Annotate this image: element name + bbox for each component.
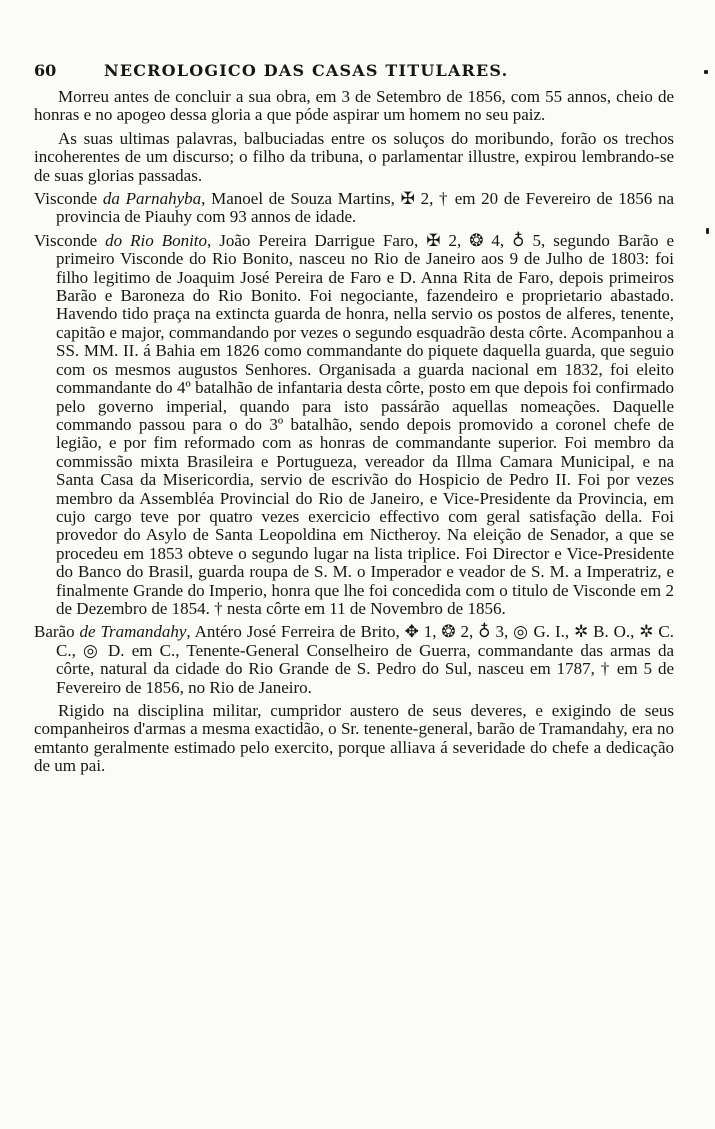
entry-visconde-parnahyba [34, 190, 674, 227]
paragraph-death-note: Morreu antes de concluir a sua obra, em 3 de Setembro de 1856, com 55 annos, cheio de honras e no apogeo dessa gloria a que póde aspirar um homem no seu paiz. [34, 87, 674, 125]
page-text [34, 88, 674, 776]
entry-text: , João Pereira Darrigue Faro, ✠ 2, ❂ 4, ♁ 5, segundo Barão e primeiro Visconde do Rio Bonito, nasceu no Rio de Janeiro aos 9 de Julho de 1803: foi filho legitimo de Joaquim José Pereira de Faro e D. Anna Rita de Faro, depois primeiros Barão e Baroneza do Rio Bonito. Foi negociante, fazendeiro e proprietario abastado. Havendo tido praça na extincta guarda de honra, nella servio os postos de alferes, tenente, capitão e major, commandando por vezes o segundo esquadrão desta côrte. Acompanhou a SS. MM. II. á Bahia em 1826 como commandante do piquete daquella guarda, que seguio com os mesmos augustos Senhores. Organisada a guarda nacional em 1832, foi eleito commandante do 4º batalhão de infantaria desta côrte, posto em que depois foi confirmado pelo governo imperial, quando para isto passárão aquellas nomeações. Daquelle commando passou para o do 3º batalhão, sendo depois promovido a coronel chefe de legião, e por fim reformado com as honras de commandante superior. Foi membro da commissão mixta Brasileira e Portugueza, vereador da Illma Camara Municipal, e na Santa Casa da Misericordia, servio de escrivão do Hospicio de Pedro II. Foi por vezes membro da Assembléa Provincial do Rio de Janeiro, e Vice-Presidente da Provincia, em cujo cargo teve por quatro vezes exercicio effectivo com geral satisfação della. Foi provedor do Asylo de Santa Leopoldina em Nictheroy. Na eleição de Senador, a que se procedeu em 1853 obteve o segundo lugar na lista triplice. Foi Director e Vice-Presidente do Banco do Brasil, guarda roupa de S. M. o Imperador e veador de S. M. a Imperatriz, e finalmente Grande do Imperio, honra que lhe foi concedida com o titulo de Visconde em 2 de Dezembro de 1854. † nesta côrte em 11 de Novembro de 1856. [56, 230, 674, 618]
entry-title: Barão [34, 622, 75, 642]
entry-text: , Antéro José Ferreira de Brito, ✥ 1, ❂ 2, ♁ 3, ◎ G. I., ✲ B. O., ✲ C. C., ◎ D. em C., Tenente-General Conselheiro de Guerra, commandante das armas da côrte, natural da cidade do Rio Grande de S. Pedro do Sul, nasceu em 1787, † em 5 de Fevereiro de 1856, no Rio de Janeiro. [56, 622, 675, 697]
entry-barao-tramandahy [34, 623, 674, 697]
paragraph-tramandahy-character: Rigido na disciplina militar, cumpridor austero de seus deveres, e exigindo de seus companheiros d'armas a mesma exactidão, o Sr. tenente-general, barão de Tramandahy, era no emtanto geralmente estimado pelo exercito, porque alliava á severidade do chefe a dedicação de um pai. [34, 701, 674, 776]
page-number: 60 [34, 61, 57, 80]
paragraph-last-words: As suas ultimas palavras, balbuciadas entre os soluços do moribundo, forão os trechos incoherentes de um discurso; o filho da tribuna, o parlamentar illustre, expirou lembrando-se de suas glorias passadas. [34, 128, 674, 185]
margin-mark [704, 70, 708, 74]
entry-name: do Rio Bonito [105, 230, 208, 250]
margin-mark [706, 228, 709, 234]
entry-name: da Parnahyba [102, 189, 202, 209]
entry-text: , Manoel de Souza Martins, ✠ 2, † em 20 de Fevereiro de 1856 na provincia de Piauhy com 93 annos de idade. [56, 189, 675, 227]
running-title: NECROLOGICO DAS CASAS TITULARES. [104, 61, 509, 80]
entry-title: Visconde [34, 189, 98, 209]
entry-title: Visconde [34, 230, 98, 250]
entry-name: de Tramandahy [79, 622, 187, 642]
page-header [34, 61, 674, 83]
entry-visconde-rio-bonito [34, 232, 674, 619]
